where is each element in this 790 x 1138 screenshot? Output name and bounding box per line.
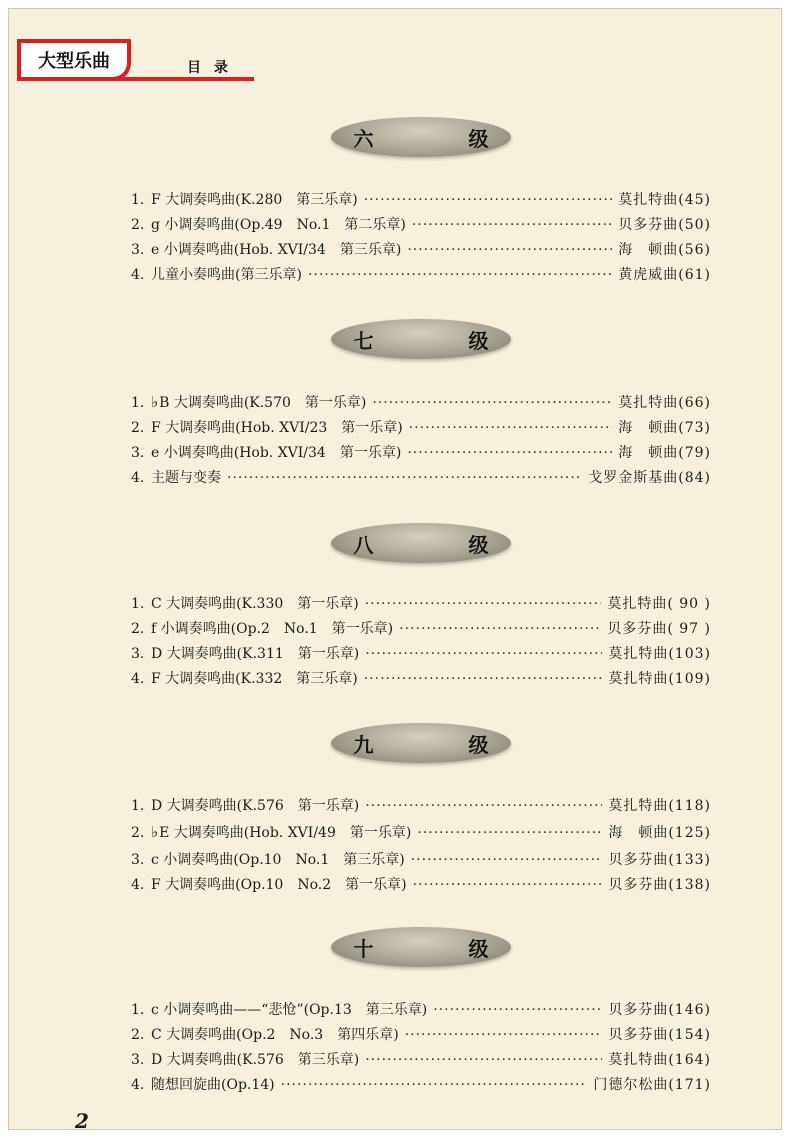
toc-entry[interactable]: 3. e 小调奏鸣曲(Hob. XVI/34 第三乐章) ····· 海 顿曲(56) bbox=[131, 239, 711, 261]
leader-dots bbox=[372, 395, 612, 411]
toc-entry[interactable]: 2. C 大调奏鸣曲(Op.2 No.3 第四乐章) ····· 贝多芬曲(154) bbox=[131, 1024, 711, 1046]
book-title: 大型乐曲 bbox=[38, 51, 110, 72]
header-rule bbox=[17, 77, 254, 81]
toc-entry[interactable]: 3. D 大调奏鸣曲(K.576 第三乐章) ····· 莫扎特曲(164) bbox=[131, 1049, 711, 1071]
leader-dots bbox=[365, 1052, 602, 1068]
toc-entry[interactable]: 4. 随想回旋曲(Op.14) ····· 门德尔松曲(171) bbox=[131, 1074, 711, 1096]
flat-sign: ♭ bbox=[151, 393, 159, 411]
leader-dots bbox=[412, 217, 612, 233]
toc-entry[interactable]: 2. ♭ E 大调奏鸣曲(Hob. XVI/49 第一乐章) ····· 海 顿曲(125) bbox=[131, 822, 711, 844]
leader-dots bbox=[411, 852, 603, 868]
leader-dots bbox=[405, 1027, 603, 1043]
toc-entry[interactable]: 4. 儿童小奏鸣曲(第三乐章) ····· 黄虎威曲(61) bbox=[131, 264, 711, 286]
leader-dots bbox=[407, 445, 612, 461]
flat-sign: ♭ bbox=[151, 823, 159, 841]
toc-entry[interactable]: 3. D 大调奏鸣曲(K.311 第一乐章) ····· 莫扎特曲(103) bbox=[131, 643, 711, 665]
leader-dots bbox=[364, 192, 613, 208]
leader-dots bbox=[433, 1002, 602, 1018]
section-title: 目 录 bbox=[187, 60, 232, 76]
page bbox=[8, 8, 782, 1133]
toc-entry[interactable]: 4. F 大调奏鸣曲(K.332 第三乐章) ····· 莫扎特曲(109) bbox=[131, 668, 711, 690]
level-seven-badge: 七 级 bbox=[331, 319, 511, 359]
leader-dots bbox=[364, 671, 603, 687]
toc-entry[interactable]: 1. ♭ B 大调奏鸣曲(K.570 第一乐章) ····· 莫扎特曲(66) bbox=[131, 392, 711, 414]
leader-dots bbox=[365, 798, 602, 814]
leader-dots bbox=[365, 596, 602, 612]
level-eight-badge: 八 级 bbox=[331, 523, 511, 563]
toc-entry[interactable]: 2. g 小调奏鸣曲(Op.49 No.1 第二乐章) ····· 贝多芬曲(50) bbox=[131, 214, 711, 236]
leader-dots bbox=[409, 420, 613, 436]
leader-dots bbox=[365, 646, 602, 662]
book-title-tab bbox=[17, 39, 131, 81]
toc-entry[interactable]: 1. C 大调奏鸣曲(K.330 第一乐章) ····· 莫扎特曲( 90 ) bbox=[131, 593, 711, 615]
leader-dots bbox=[413, 877, 603, 893]
leader-dots bbox=[227, 470, 582, 486]
toc-entry[interactable]: 1. D 大调奏鸣曲(K.576 第一乐章) ····· 莫扎特曲(118) bbox=[131, 795, 711, 817]
level-six-badge: 六 级 bbox=[331, 117, 511, 157]
level-ten-badge: 十 级 bbox=[331, 927, 511, 967]
toc-entry[interactable]: 2. F 大调奏鸣曲(Hob. XVI/23 第一乐章) ····· 海 顿曲(73) bbox=[131, 417, 711, 439]
toc-entry[interactable]: 1. F 大调奏鸣曲(K.280 第三乐章) ····· 莫扎特曲(45) bbox=[131, 189, 711, 211]
leader-dots bbox=[407, 242, 612, 258]
toc-entry[interactable]: 4. 主题与变奏 ····· 戈罗金斯基曲(84) bbox=[131, 467, 711, 489]
toc-entry[interactable]: 4. F 大调奏鸣曲(Op.10 No.2 第一乐章) ····· 贝多芬曲(138) bbox=[131, 874, 711, 896]
page-number: 2 bbox=[75, 1109, 89, 1133]
leader-dots bbox=[281, 1077, 588, 1093]
toc-entry[interactable]: 3. e 小调奏鸣曲(Hob. XVI/34 第一乐章) ····· 海 顿曲(79) bbox=[131, 442, 711, 464]
toc-entry[interactable]: 1. c 小调奏鸣曲——“悲怆”(Op.13 第三乐章) ····· 贝多芬曲(146) bbox=[131, 999, 711, 1021]
toc-entry[interactable]: 3. c 小调奏鸣曲(Op.10 No.1 第三乐章) ····· 贝多芬曲(133) bbox=[131, 849, 711, 871]
toc-entry[interactable]: 2. f 小调奏鸣曲(Op.2 No.1 第一乐章) ····· 贝多芬曲( 97 ) bbox=[131, 618, 711, 640]
leader-dots bbox=[399, 621, 601, 637]
level-nine-badge: 九 级 bbox=[331, 723, 511, 763]
leader-dots bbox=[417, 825, 602, 841]
leader-dots bbox=[308, 267, 612, 283]
